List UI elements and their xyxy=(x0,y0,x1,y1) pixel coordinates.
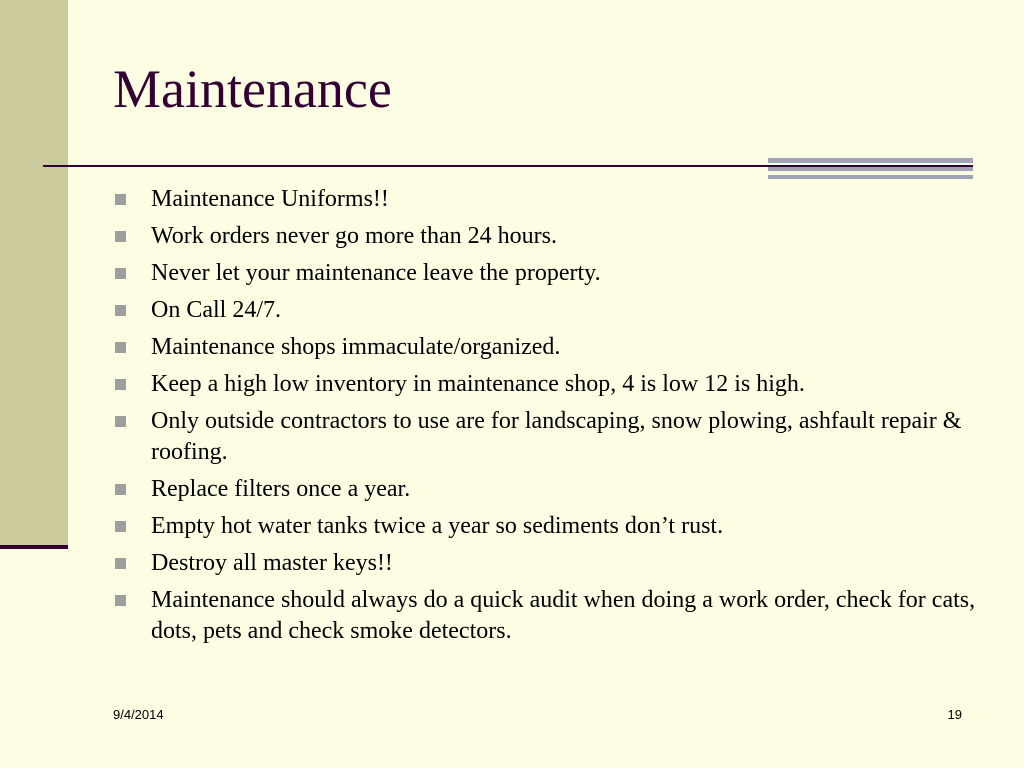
bullet-item xyxy=(113,295,993,326)
square-bullet-icon xyxy=(115,194,126,205)
bullet-text: Work orders never go more than 24 hours. xyxy=(151,223,557,249)
bullet-text: Destroy all master keys!! xyxy=(151,550,393,576)
accent-stripes xyxy=(768,158,973,179)
bullet-text: On Call 24/7. xyxy=(151,297,281,323)
footer-date: 9/4/2014 xyxy=(113,707,164,722)
bullet-item xyxy=(113,548,993,579)
square-bullet-icon xyxy=(115,268,126,279)
bullet-text: Never let your maintenance leave the property. xyxy=(151,260,601,286)
bullet-item xyxy=(113,221,993,252)
slide-number: 19 xyxy=(947,707,962,722)
bullet-text: Only outside contractors to use are for landscaping, snow plowing, ashfault repair & roofing. xyxy=(151,408,962,465)
bullet-item xyxy=(113,369,993,400)
bullet-text: Empty hot water tanks twice a year so sediments don’t rust. xyxy=(151,513,724,539)
square-bullet-icon xyxy=(115,521,126,532)
accent-stripe xyxy=(768,167,973,171)
square-bullet-icon xyxy=(115,231,126,242)
bullet-item xyxy=(113,511,993,542)
square-bullet-icon xyxy=(115,484,126,495)
left-decorative-bar xyxy=(0,0,68,545)
square-bullet-icon xyxy=(115,379,126,390)
bullet-item xyxy=(113,585,993,647)
bullet-text: Maintenance should always do a quick audit when doing a work order, check for cats, dots, pets and check smoke detectors. xyxy=(151,587,976,644)
square-bullet-icon xyxy=(115,595,126,606)
square-bullet-icon xyxy=(115,558,126,569)
left-bar-divider xyxy=(0,545,68,549)
square-bullet-icon xyxy=(115,342,126,353)
accent-stripe xyxy=(768,175,973,179)
square-bullet-icon xyxy=(115,305,126,316)
slide-title: Maintenance xyxy=(113,59,392,119)
bullet-text: Keep a high low inventory in maintenance shop, 4 is low 12 is high. xyxy=(151,371,805,397)
bullet-list xyxy=(113,184,993,653)
bullet-item xyxy=(113,474,993,505)
square-bullet-icon xyxy=(115,416,126,427)
bullet-text: Maintenance Uniforms!! xyxy=(151,186,389,212)
bullet-item xyxy=(113,332,993,363)
bullet-item xyxy=(113,406,993,468)
bullet-text: Maintenance shops immaculate/organized. xyxy=(151,334,561,360)
bullet-text: Replace filters once a year. xyxy=(151,476,411,502)
bullet-item xyxy=(113,258,993,289)
bullet-item xyxy=(113,184,993,215)
accent-stripe xyxy=(768,158,973,163)
